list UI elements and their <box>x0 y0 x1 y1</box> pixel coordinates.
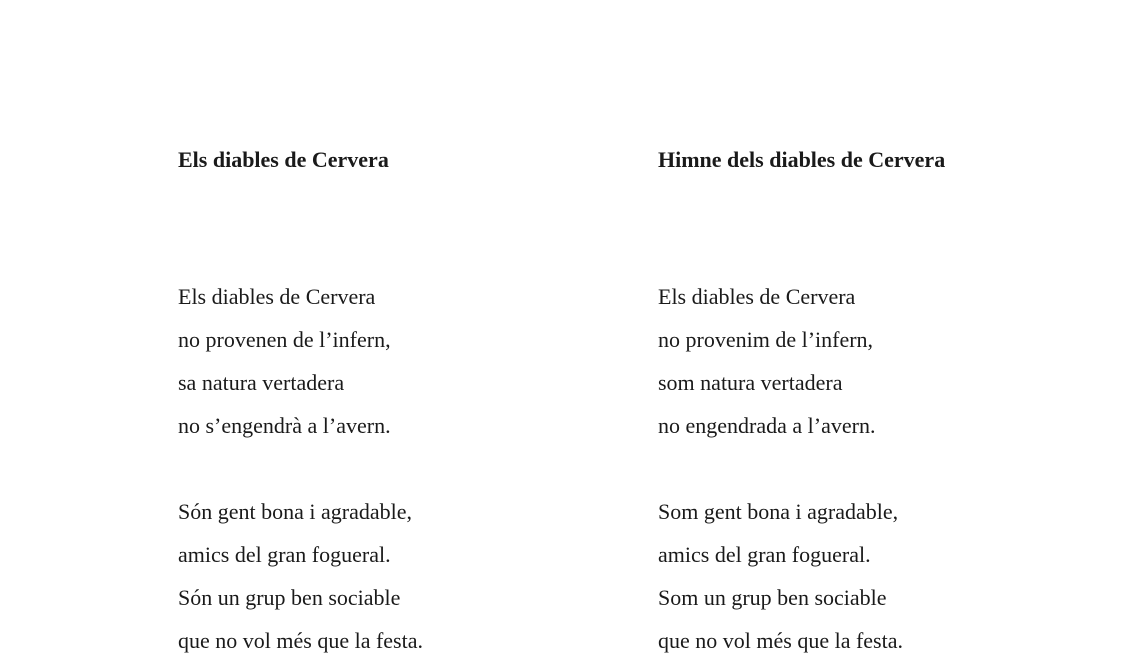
poem-line: amics del gran fogueral. <box>658 542 871 567</box>
poem-line: Els diables de Cervera <box>658 284 856 309</box>
left-poem-title: Els diables de Cervera <box>178 147 389 172</box>
left-stanza-1 <box>178 275 391 447</box>
right-poem-title: Himne dels diables de Cervera <box>658 147 946 172</box>
poem-line: que no vol més que la festa. <box>178 628 423 653</box>
poem-line: som natura vertadera <box>658 370 843 395</box>
poem-line: que no vol més que la festa. <box>658 628 903 653</box>
poem-line: no engendrada a l’avern. <box>658 413 876 438</box>
poem-line: Som gent bona i agradable, <box>658 499 899 524</box>
poem-line: amics del gran fogueral. <box>178 542 391 567</box>
poem-line: Som un grup ben sociable <box>658 585 887 610</box>
poem-line: no provenim de l’infern, <box>658 327 874 352</box>
poem-line: Els diables de Cervera <box>178 284 376 309</box>
poem-line: Són gent bona i agradable, <box>178 499 412 524</box>
poem-line: sa natura vertadera <box>178 370 345 395</box>
poem-line: no provenen de l’infern, <box>178 327 391 352</box>
poem-line: Són un grup ben sociable <box>178 585 401 610</box>
left-stanza-2 <box>178 490 423 662</box>
right-stanza-2 <box>658 490 903 662</box>
poem-line: no s’engendrà a l’avern. <box>178 413 391 438</box>
right-stanza-1 <box>658 275 875 447</box>
